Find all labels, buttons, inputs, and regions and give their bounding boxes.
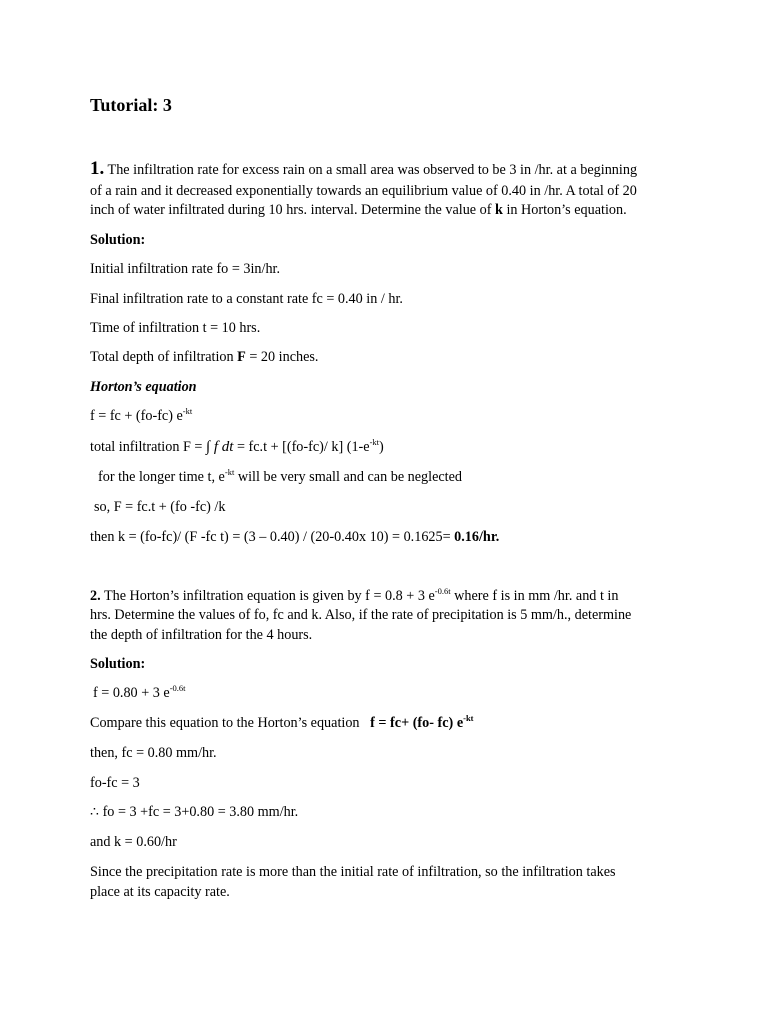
- q1-then-line: then k = (fo-fc)/ (F -fc t) = (3 – 0.40) / (20-0.40x 10) = 0.1625= 0.16/hr.: [90, 529, 500, 545]
- q1-line-3: inch of water infiltrated during 10 hrs. interval. Determine the value of k in Horton’s equation.: [90, 202, 627, 218]
- q1-time: Time of infiltration t = 10 hrs.: [90, 320, 261, 336]
- integral-expression: ∫ f dt: [205, 439, 234, 455]
- q2-fofc-line: fo-fc = 3: [90, 775, 140, 791]
- q1-line-2: of a rain and it decreased exponentially towards an equilibrium value of 0.40 in /hr. A total of 20: [90, 183, 637, 199]
- q2-fo-line: ∴ fo = 3 +fc = 3+0.80 = 3.80 mm/hr.: [90, 804, 299, 820]
- q1-final-rate: Final infiltration rate to a constant rate fc = 0.40 in / hr.: [90, 291, 403, 307]
- q1-horton-heading: Horton’s equation: [90, 379, 197, 395]
- q1-so-line: so, F = fc.t + (fo -fc) /k: [94, 499, 226, 515]
- q1-horton-equation: f = fc + (fo-fc) $e^{-kt}$: [90, 406, 193, 424]
- page-title: Tutorial: 3: [90, 95, 172, 115]
- q1-longer-time: for the longer time t, $e^{-kt}$ will be very small and can be neglected: [98, 467, 463, 485]
- q2-k-line: and k = 0.60/hr: [90, 834, 177, 850]
- q1-line-1: 1. The infiltration rate for excess rain on a small area was observed to be 3 in /hr. at a beginning: [90, 158, 638, 179]
- q1-result: 0.16/hr.: [454, 529, 500, 545]
- q2-since-line-2: place at its capacity rate.: [90, 884, 230, 900]
- q2-fc-line: then, fc = 0.80 mm/hr.: [90, 745, 217, 761]
- q2-line-2: hrs. Determine the values of fo, fc and k. Also, if the rate of precipitation is 5 mm/h., determine: [90, 607, 632, 623]
- q2-equation: f = 0.80 + 3 $e^{-0.6t}$: [93, 683, 186, 701]
- q2-number: 2.: [90, 588, 101, 604]
- q1-total-depth: Total depth of infiltration F = 20 inches.: [90, 349, 319, 365]
- q2-since-line-1: Since the precipitation rate is more than the initial rate of infiltration, so the infiltration takes: [90, 864, 616, 880]
- q1-total-infiltration: total infiltration F = ∫ f dt = fc.t + [(fo-fc)/ k] $(1-e^{-kt})$: [90, 437, 384, 455]
- q2-compare-line: Compare this equation to the Horton’s equation f = fc+ (fo- fc) $e^{-kt}$: [90, 713, 474, 731]
- q1-solution-label: Solution:: [90, 232, 146, 248]
- q1-number: 1.: [90, 158, 105, 179]
- q2-solution-label: Solution:: [90, 656, 146, 672]
- q2-line-3: the depth of infiltration for the 4 hours.: [90, 627, 313, 643]
- q1-initial-rate: Initial infiltration rate fo = 3in/hr.: [90, 261, 281, 277]
- q2-line-1: 2. The Horton’s infiltration equation is given by f = 0.8 + 3 $e^{-0.6t}$ where f is in mm /hr. and t in: [90, 586, 619, 604]
